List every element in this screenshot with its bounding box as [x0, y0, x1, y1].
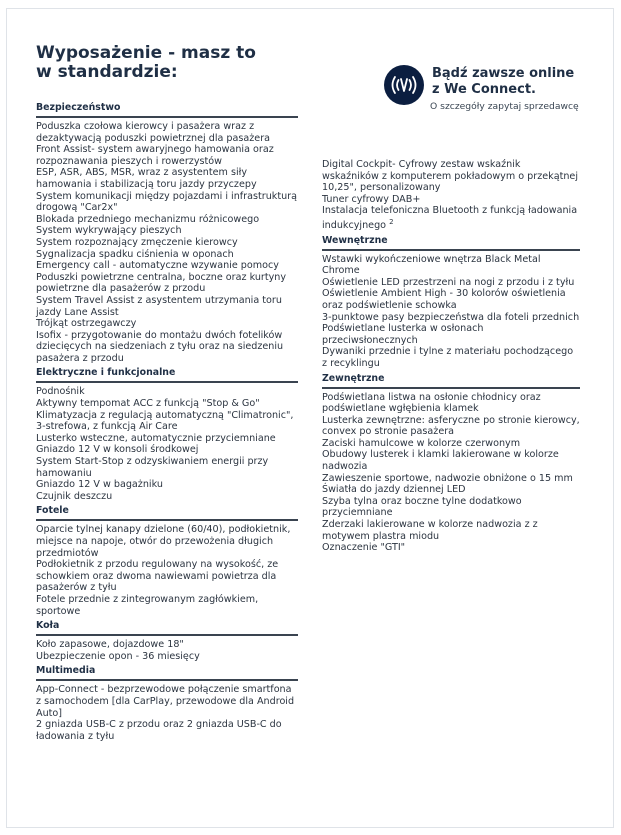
list-item: Isofix - przygotowanie do montażu dwóch fotelików dziecięcych na siedzeniach z tyłu oraz na siedzeniu pasażera z przodu: [36, 329, 284, 364]
section-heading: Wewnętrzne: [322, 235, 580, 251]
list-item: System wykrywający pieszych: [36, 225, 182, 237]
list-item: Digital Cockpit- Cyfrowy zestaw wskaźnik wskaźników z komputerem pokładowym o przekątnej 10,25", personalizowany: [322, 159, 578, 194]
list-item: Poduszka czołowa kierowcy i pasażera wraz z dezaktywacją poduszki powietrznej dla pasażera: [36, 121, 271, 144]
section-wewnetrzne: [322, 235, 580, 370]
list-item: Sygnalizacja spadku ciśnienia w oponach: [36, 248, 234, 260]
list-item: System Travel Assist z asystentem utrzymania toru jazdy Lane Assist: [36, 294, 282, 318]
section-elektryczne-i-funkcjonalne: [36, 367, 298, 502]
section-fotele: [36, 505, 298, 617]
list-item: Szyba tylna oraz boczne tylne dodatkowo przyciemniane: [322, 495, 522, 519]
section-heading: Multimedia: [36, 665, 298, 681]
list-item: System rozpoznający zmęczenie kierowcy: [36, 236, 238, 248]
we-connect-banner: [384, 55, 594, 119]
section-heading: Zewnętrzne: [322, 373, 580, 389]
list-item: Aktywny tempomat ACC z funkcją "Stop & Go": [36, 398, 260, 410]
list-item: Światła do jazdy dziennej LED: [322, 484, 466, 496]
left-column: [36, 102, 298, 742]
we-connect-headline-2: z We Connect.: [432, 82, 536, 97]
list-item: App-Connect - bezprzewodowe połączenie smartfona z samochodem [dla CarPlay, przewodowe dla Android Auto]: [36, 684, 295, 719]
section-heading: Bezpieczeństwo: [36, 102, 298, 118]
list-item: Gniazdo 12 V w konsoli środkowej: [36, 444, 199, 456]
section-heading: Koła: [36, 620, 298, 636]
list-item: Lusterka zewnętrzne: asferyczne po stronie kierowcy, convex po stronie pasażera: [322, 414, 580, 438]
page-title: [36, 44, 256, 82]
section-heading: Elektryczne i funkcjonalne: [36, 367, 298, 383]
we-connect-headline-1: Bądź zawsze online: [432, 66, 575, 81]
list-item: Ubezpieczenie opon - 36 miesięcy: [36, 650, 200, 662]
list-item: Trójkąt ostrzegawczy: [36, 318, 137, 330]
right-column: [322, 159, 580, 554]
section-zewnetrzne: [322, 373, 580, 554]
list-item: Zawieszenie sportowe, nadwozie obniżone o 15 mm: [322, 472, 573, 484]
list-item: 2 gniazda USB-C z przodu oraz 2 gniazda USB-C do ładowania z tyłu: [36, 719, 282, 742]
multimedia-continued: [322, 159, 580, 232]
we-connect-note: O szczegóły zapytaj sprzedawcę: [430, 101, 579, 112]
section-bezpieczenstwo: [36, 102, 298, 364]
section-multimedia: [36, 665, 298, 742]
list-item: Fotele przednie z zintegrowanym zagłówkiem, sportowe: [36, 593, 259, 617]
list-item: Oświetlenie Ambient High - 30 kolorów oświetlenia oraz podświetlenie schowka: [322, 288, 566, 311]
list-item: Front Assist- system awaryjnego hamowania oraz rozpoznawania pieszych i rowerzystów: [36, 144, 274, 167]
section-heading: Fotele: [36, 505, 298, 521]
list-item: Podświetlane lusterka w osłonach przeciwsłonecznych: [322, 323, 484, 346]
list-item: Podnośnik: [36, 386, 85, 398]
list-item: Klimatyzacja z regulacją automatyczną "Climatronic", 3-strefowa, z funkcją Air Care: [36, 409, 294, 433]
list-item: Emergency call - automatyczne wzywanie pomocy: [36, 260, 279, 272]
list-item: Zderzaki lakierowane w kolorze nadwozia z z motywem plastra miodu: [322, 519, 538, 542]
list-item-text: Instalacja telefoniczna Bluetooth z funkcją ładowania indukcyjnego: [322, 205, 578, 231]
list-item: Lusterko wsteczne, automatycznie przyciemniane: [36, 432, 276, 444]
page-title-line-1: Wyposażenie - masz to: [36, 43, 256, 63]
list-item: System komunikacji między pojazdami i infrastrukturą drogową "Car2x": [36, 190, 298, 214]
list-item: Koło zapasowe, dojazdowe 18": [36, 639, 184, 651]
we-connect-logo-icon: [384, 65, 424, 105]
list-item: Czujnik deszczu: [36, 490, 113, 502]
list-item: Oznaczenie "GTI": [322, 542, 406, 554]
list-item: Oświetlenie LED przestrzeni na nogi z przodu i z tyłu: [322, 276, 575, 288]
list-item: [322, 205, 580, 231]
list-item: Poduszki powietrzne centralna, boczne oraz kurtyny powietrzne dla pasażerów z przodu: [36, 271, 287, 295]
list-item: Zaciski hamulcowe w kolorze czerwonym: [322, 437, 521, 449]
footnote-mark: 2: [389, 217, 394, 226]
list-item: System Start-Stop z odzyskiwaniem energii przy hamowaniu: [36, 456, 269, 479]
list-item: Blokada przedniego mechanizmu różnicowego: [36, 213, 260, 225]
list-item: Podłokietnik z przodu regulowany na wysokość, ze schowkiem oraz dwoma nawiewami powietrza dla pasażerów z tyłu: [36, 559, 279, 594]
list-item: ESP, ASR, ABS, MSR, wraz z asystentem siły hamowania i stabilizacją toru jazdy przyczepy: [36, 167, 257, 190]
section-kola: [36, 620, 298, 662]
list-item: Obudowy lusterek i klamki lakierowane w kolorze nadwozia: [322, 449, 559, 473]
list-item: Tuner cyfrowy DAB+: [322, 193, 421, 205]
list-item: Wstawki wykończeniowe wnętrza Black Metal Chrome: [322, 253, 541, 277]
page-title-line-2: w standardzie:: [36, 62, 178, 82]
list-item: Podświetlana listwa na osłonie chłodnicy oraz podświetlane wgłębienia klamek: [322, 391, 541, 415]
list-item: Gniazdo 12 V w bagażniku: [36, 479, 163, 491]
list-item: Oparcie tylnej kanapy dzielone (60/40), podłokietnik, miejsce na napoje, otwór do przewożenia długich przedmiotów: [36, 524, 291, 559]
list-item: 3-punktowe pasy bezpieczeństwa dla foteli przednich: [322, 311, 580, 323]
list-item: Dywaniki przednie i tylne z materiału pochodzącego z recyklingu: [322, 346, 574, 369]
